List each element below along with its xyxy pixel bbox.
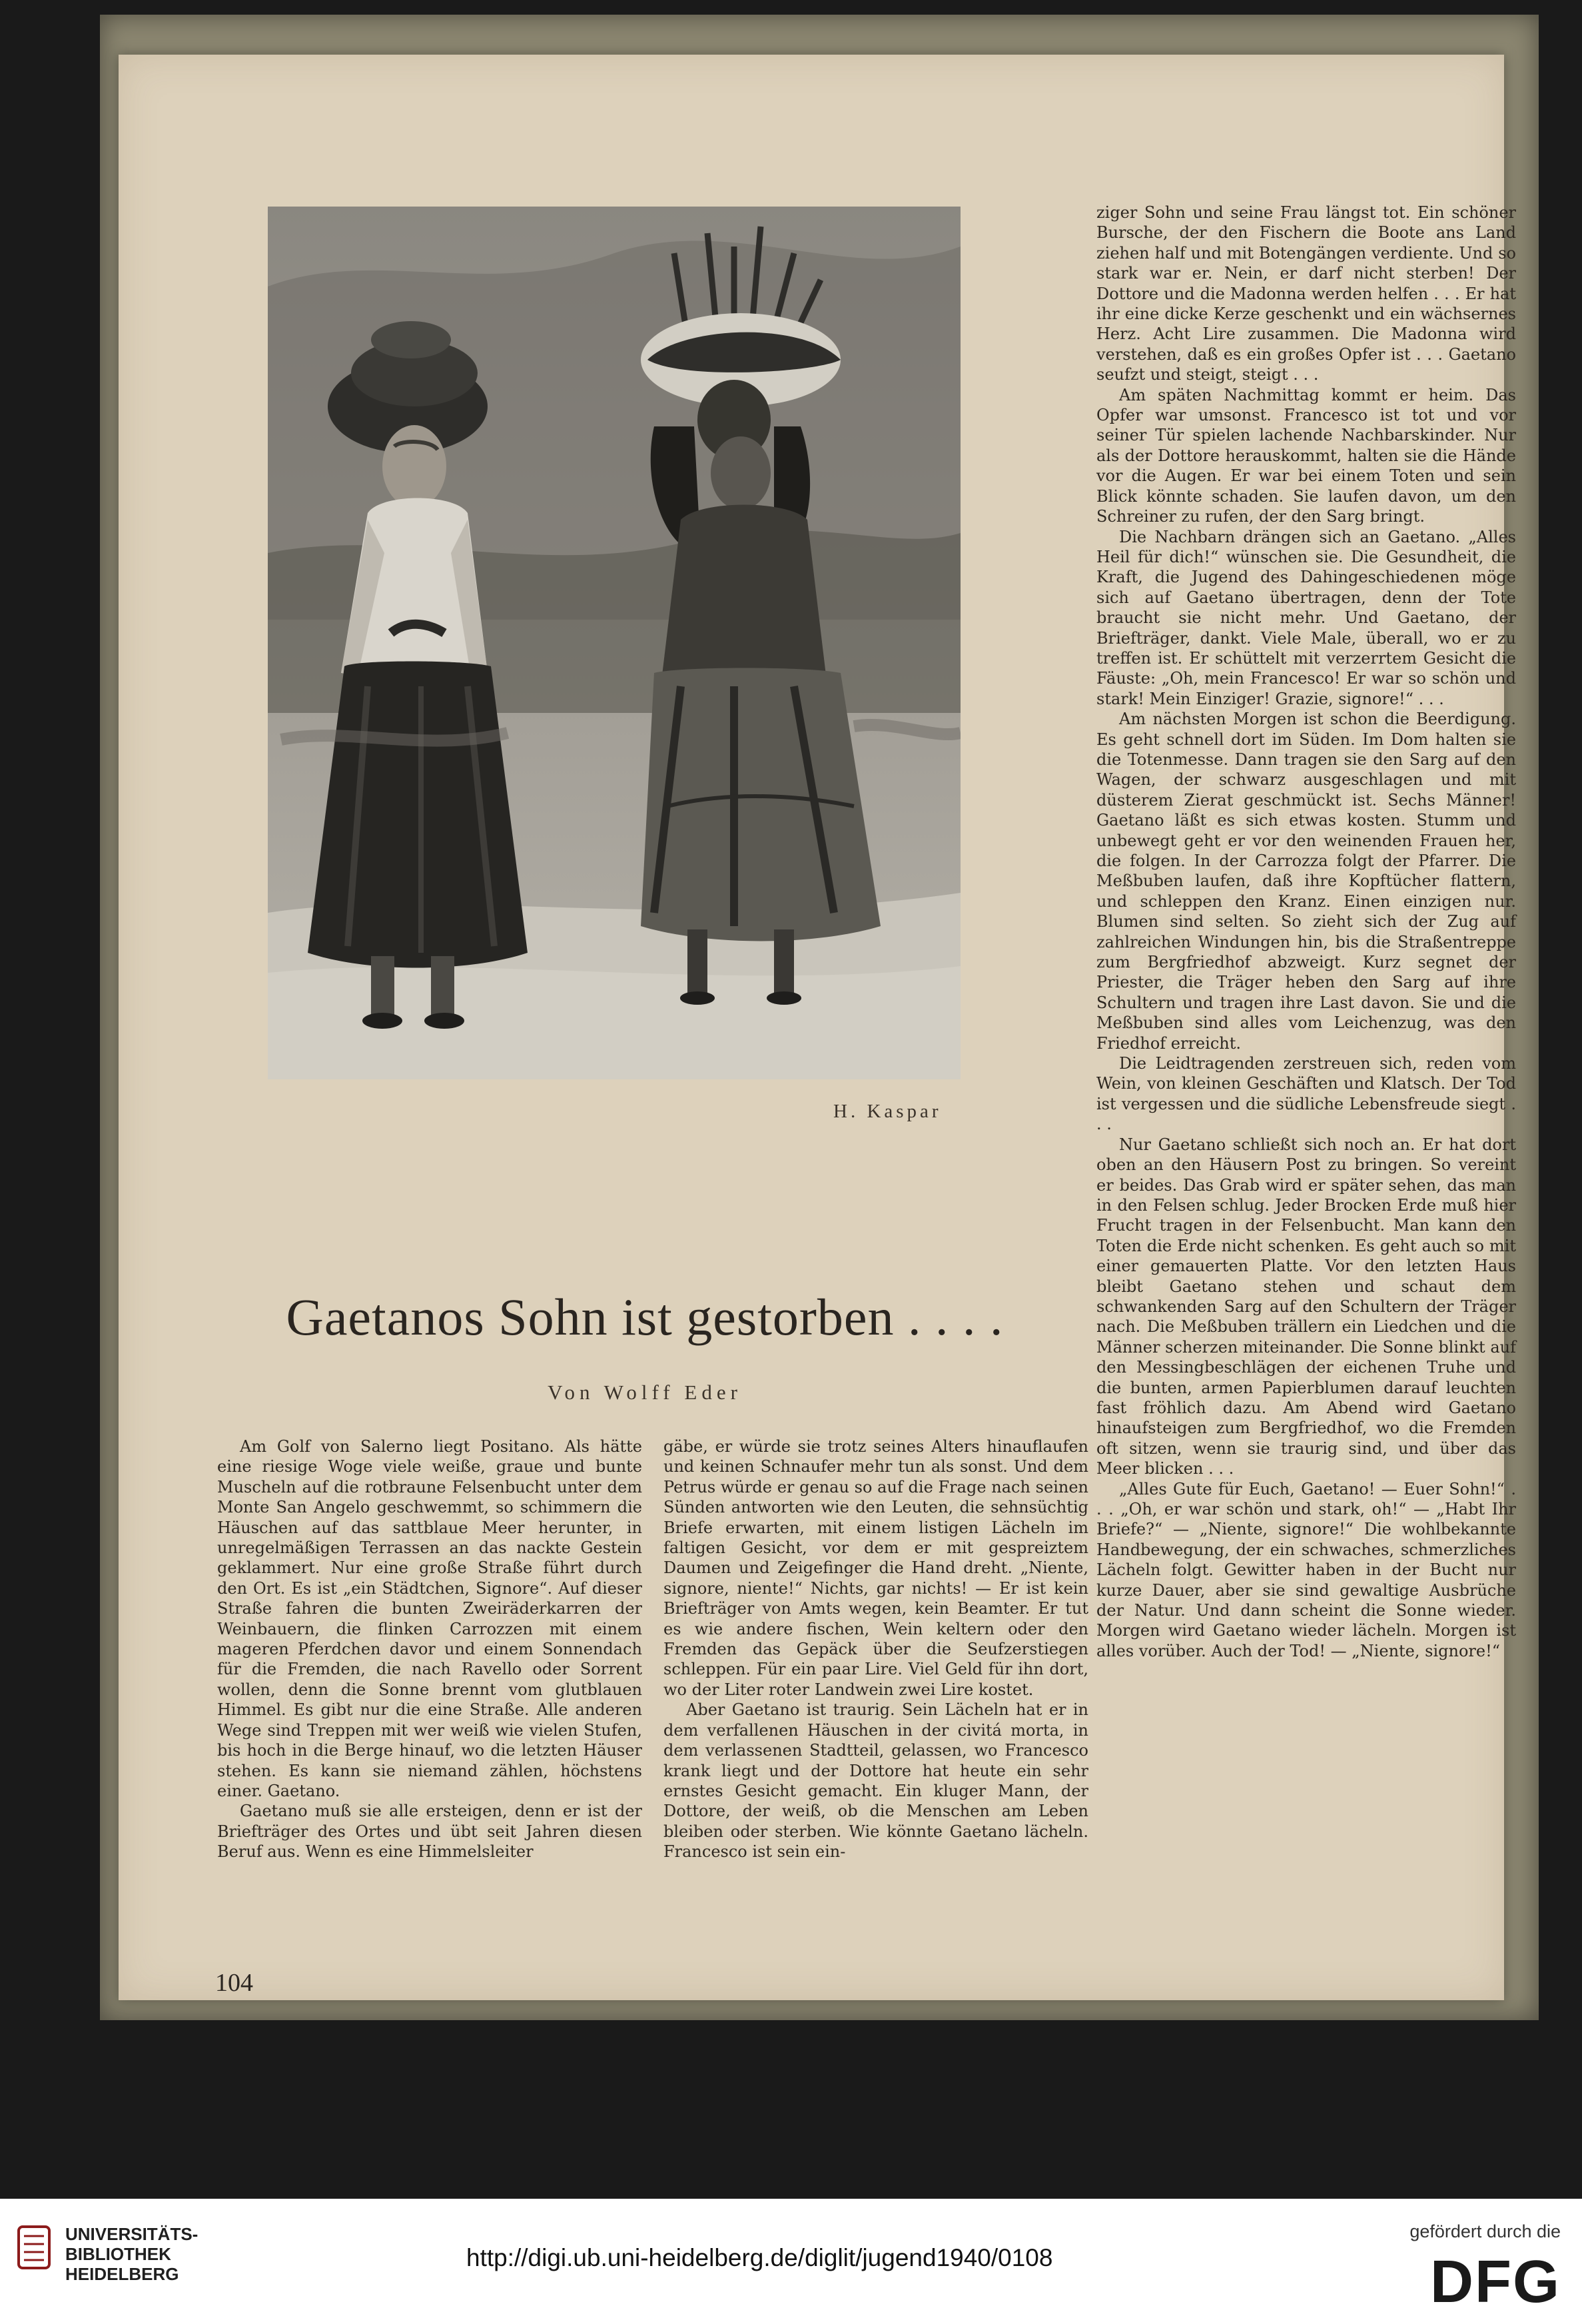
paragraph: Am Golf von Salerno liegt Positano. Als hätte eine riesige Woge viele weiße, graue und bunte Muscheln auf die rotbraune Felsenbucht unter dem Monte San Angelo geschwemmt, so schimmern die Häuschen auf das sattblaue Meer herunter, in unregelmäßigen Terrassen an das nackte Gestein geklammert. Nur eine große Straße führt durch den Ort. Es ist „ein Städtchen, Signore“. Auf dieser Straße fahren die bunten Zweiräderkarren der Weinbauern, die flinken Carrozzen mit einem mageren Pferdchen davor und einem Sonnendach für die Fremden, die nach Ravello oder Sorrent wollen, denn die Sonne brennt vom glutblauen Himmel. Es gibt nur die eine Straße. Alle anderen Wege sind Treppen mit wer weiß wie vielen Stufen, bis hoch in die Berge hinauf, wo die letzten Häuser stehen. Es kann sie niemand zählen, höchstens einer. Gaetano. [217, 1437, 642, 1800]
article-title: Gaetanos Sohn ist gestorben . . . . [286, 1288, 1004, 1346]
text-column-2 [663, 1437, 1088, 1862]
paragraph: Die Leidtragenden zerstreuen sich, reden vom Wein, von kleinen Geschäften und Klatsch. Der Tod ist vergessen und die südliche Lebensfreude siegt . . . [1096, 1054, 1516, 1134]
library-name [65, 2224, 198, 2284]
article-byline: Von Wolff Eder [548, 1381, 742, 1404]
university-seal-icon [15, 2224, 53, 2272]
library-name-line: BIBLIOTHEK [65, 2244, 171, 2264]
paragraph: Die Nachbarn drängen sich an Gaetano. „Alles Heil für dich!“ wünschen sie. Die Gesundheit, die Kraft, die Jugend des Dahingeschiedenen möge sich auf Gaetano übertragen, denn der Tote braucht sie nicht mehr. Und Gaetano, der Briefträger, dankt. Viele Male, überall, wo er zu treffen ist. Er schüttelt mit verzerrtem Gesicht die Fäuste: „Oh, mein Francesco! Er war so schön und stark! Mein Einziger! Grazie, signore!“ . . . [1096, 527, 1516, 708]
source-url-link[interactable]: http://digi.ub.uni-heidelberg.de/diglit/jugend1940/0108 [466, 2244, 1053, 2271]
library-name-line: HEIDELBERG [65, 2264, 179, 2284]
illustration-women-carrying-loads [268, 207, 961, 1079]
magazine-page [119, 55, 1516, 2000]
text-column-3 [1096, 203, 1516, 1661]
funded-by-label: gefördert durch die [1409, 2221, 1561, 2241]
paragraph: Aber Gaetano ist traurig. Sein Lächeln hat er in dem verfallenen Häuschen in der civitá morta, in dem verlassenen Stadtteil, gelassen, wo Francesco krank liegt und der Dottore hat heute ein sehr ernstes Gesicht gemacht. Ein kluger Mann, der Dottore, der weiß, ob die Menschen am Leben bleiben oder sterben. Wie könnte Gaetano lächeln. Francesco ist sein ein- [663, 1700, 1088, 1862]
paragraph: Gaetano muß sie alle ersteigen, denn er ist der Briefträger des Ortes und übt seit Jahren diesen Beruf aus. Wenn es eine Himmelsleiter [217, 1802, 642, 1862]
paragraph: gäbe, er würde sie trotz seines Alters hinauflaufen und keinen Schnaufer mehr tun als sonst. Und dem Petrus würde er genau so auf die Frage nach seinen Sünden antworten wie den Leuten, die sehnsüchtig Briefe erwarten, mit einem listigen Lächeln im faltigen Gesicht, vor dem er mit gespreiztem Daumen und Zeigefinger die Hand dreht. „Niente, signore, niente!“ Nichts, gar nichts! — Er ist kein Briefträger von Amts wegen, kein Beamter. Er tut es wie andere fischen, Wein keltern oder den Fremden das Gepäck über die Seufzerstiegen schleppen. Für ein paar Lire. Viel Geld für ihn dort, wo der Liter roter Landwein zwei Lire kostet. [663, 1437, 1088, 1699]
paragraph: Am nächsten Morgen ist schon die Beerdigung. Es geht schnell dort im Süden. Im Dom halten sie die Totenmesse. Dann tragen sie den Sarg auf den Wagen, der schwarz ausgeschlagen und mit düsterem Zierat geschmückt ist. Sechs Männer! Gaetano läßt es sich etwas kosten. Stumm und unbewegt geht er vor den weinenden Frauen her, die folgen. In der Carrozza folgt der Pfarrer. Die Meßbuben laufen, daß ihre Kopftücher flattern, und schleppen den Kranz. Einen einzigen nur. Blumen sind selten. So zieht sich der Zug auf zahlreichen Windungen hin, bis die Straßentreppe zum Bergfriedhof abzweigt. Kurz segnet der Priester, die Träger heben den Sarg auf ihre Schultern und tragen ihre Last davon. Sie und die Meßbuben sind alles vom Leichenzug, was den Friedhof erreicht. [1096, 710, 1516, 1053]
paragraph: Am späten Nachmittag kommt er heim. Das Opfer war umsonst. Francesco ist tot und vor seiner Tür spielen lachende Nachbarskinder. Nur als der Dottore herauskommt, halten sie die Hände vor die Augen. Er war bei einem Toten und sein Blick könnte schaden. Sie laufen davon, um den Schreiner zu rufen, der den Sarg bringt. [1096, 385, 1516, 526]
library-name-line: UNIVERSITÄTS- [65, 2224, 198, 2244]
library-footer [0, 2199, 1582, 2324]
illustration-caption: H. Kaspar [833, 1101, 942, 1122]
illustration-drawing [268, 207, 961, 1079]
mounting-board [100, 15, 1539, 2020]
text-column-1 [217, 1437, 642, 1862]
paragraph: ziger Sohn und seine Frau längst tot. Ein schöner Bursche, der den Fischern die Boote ans Land ziehen half und mit Botengängen verdiente. Und so stark war er. Nein, er darf nicht sterben! Der Dottore und die Madonna werden helfen . . . Er hat ihr eine dicke Kerze geschenkt und ein wächsernes Herz. Acht Lire zusammen. Die Madonna wird verstehen, daß es ein großes Opfer ist . . . Gaetano seufzt und steigt, steigt . . . [1096, 203, 1516, 384]
paragraph: Nur Gaetano schließt sich noch an. Er hat dort oben an den Häusern Post zu bringen. So vereint er beides. Das Grab wird er später sehen, das man in den Felsen schlug. Jeder Brocken Erde muß hier Frucht tragen in der Felsenbucht. Man kann den Toten die Erde nicht schenken. Es geht auch so mit einer gemauerten Platte. Vor den letzten Haus bleibt Gaetano stehen und schaut dem schwankenden Sarg auf den Schultern der Träger nach. Die Meßbuben trällern ein Liedchen und die Männer scherzen miteinander. Die Sonne blinkt auf den Messingbeschlägen der eichenen Truhe und die bunten, armen Papierblumen darauf leuchten fast fröhlich dazu. Am Abend wird Gaetano hinaufsteigen zum Bergfriedhof, wo die Fremden oft sitzen, wenn sie traurig sind, und über das Meer blicken . . . [1096, 1135, 1516, 1478]
paragraph: „Alles Gute für Euch, Gaetano! — Euer Sohn!“ . . . „Oh, er war schön und stark, oh!“ — „Habt Ihr Briefe?“ — „Niente, signore!“ Die wohlbekannte Handbewegung, der ein schwaches, schmerzliches Lächeln folgt. Gewitter haben in der Bucht nur kurze Dauer, aber sie sind gewaltige Ausbrüche der Natur. Und dann scheint die Sonne wieder. Morgen wird Gaetano wieder lächeln. Morgen ist alles vorüber. Auch der Tod! — „Niente, signore!“ [1096, 1479, 1516, 1660]
dfg-logo: DFG [1430, 2249, 1561, 2315]
page-number: 104 [215, 1969, 253, 1997]
